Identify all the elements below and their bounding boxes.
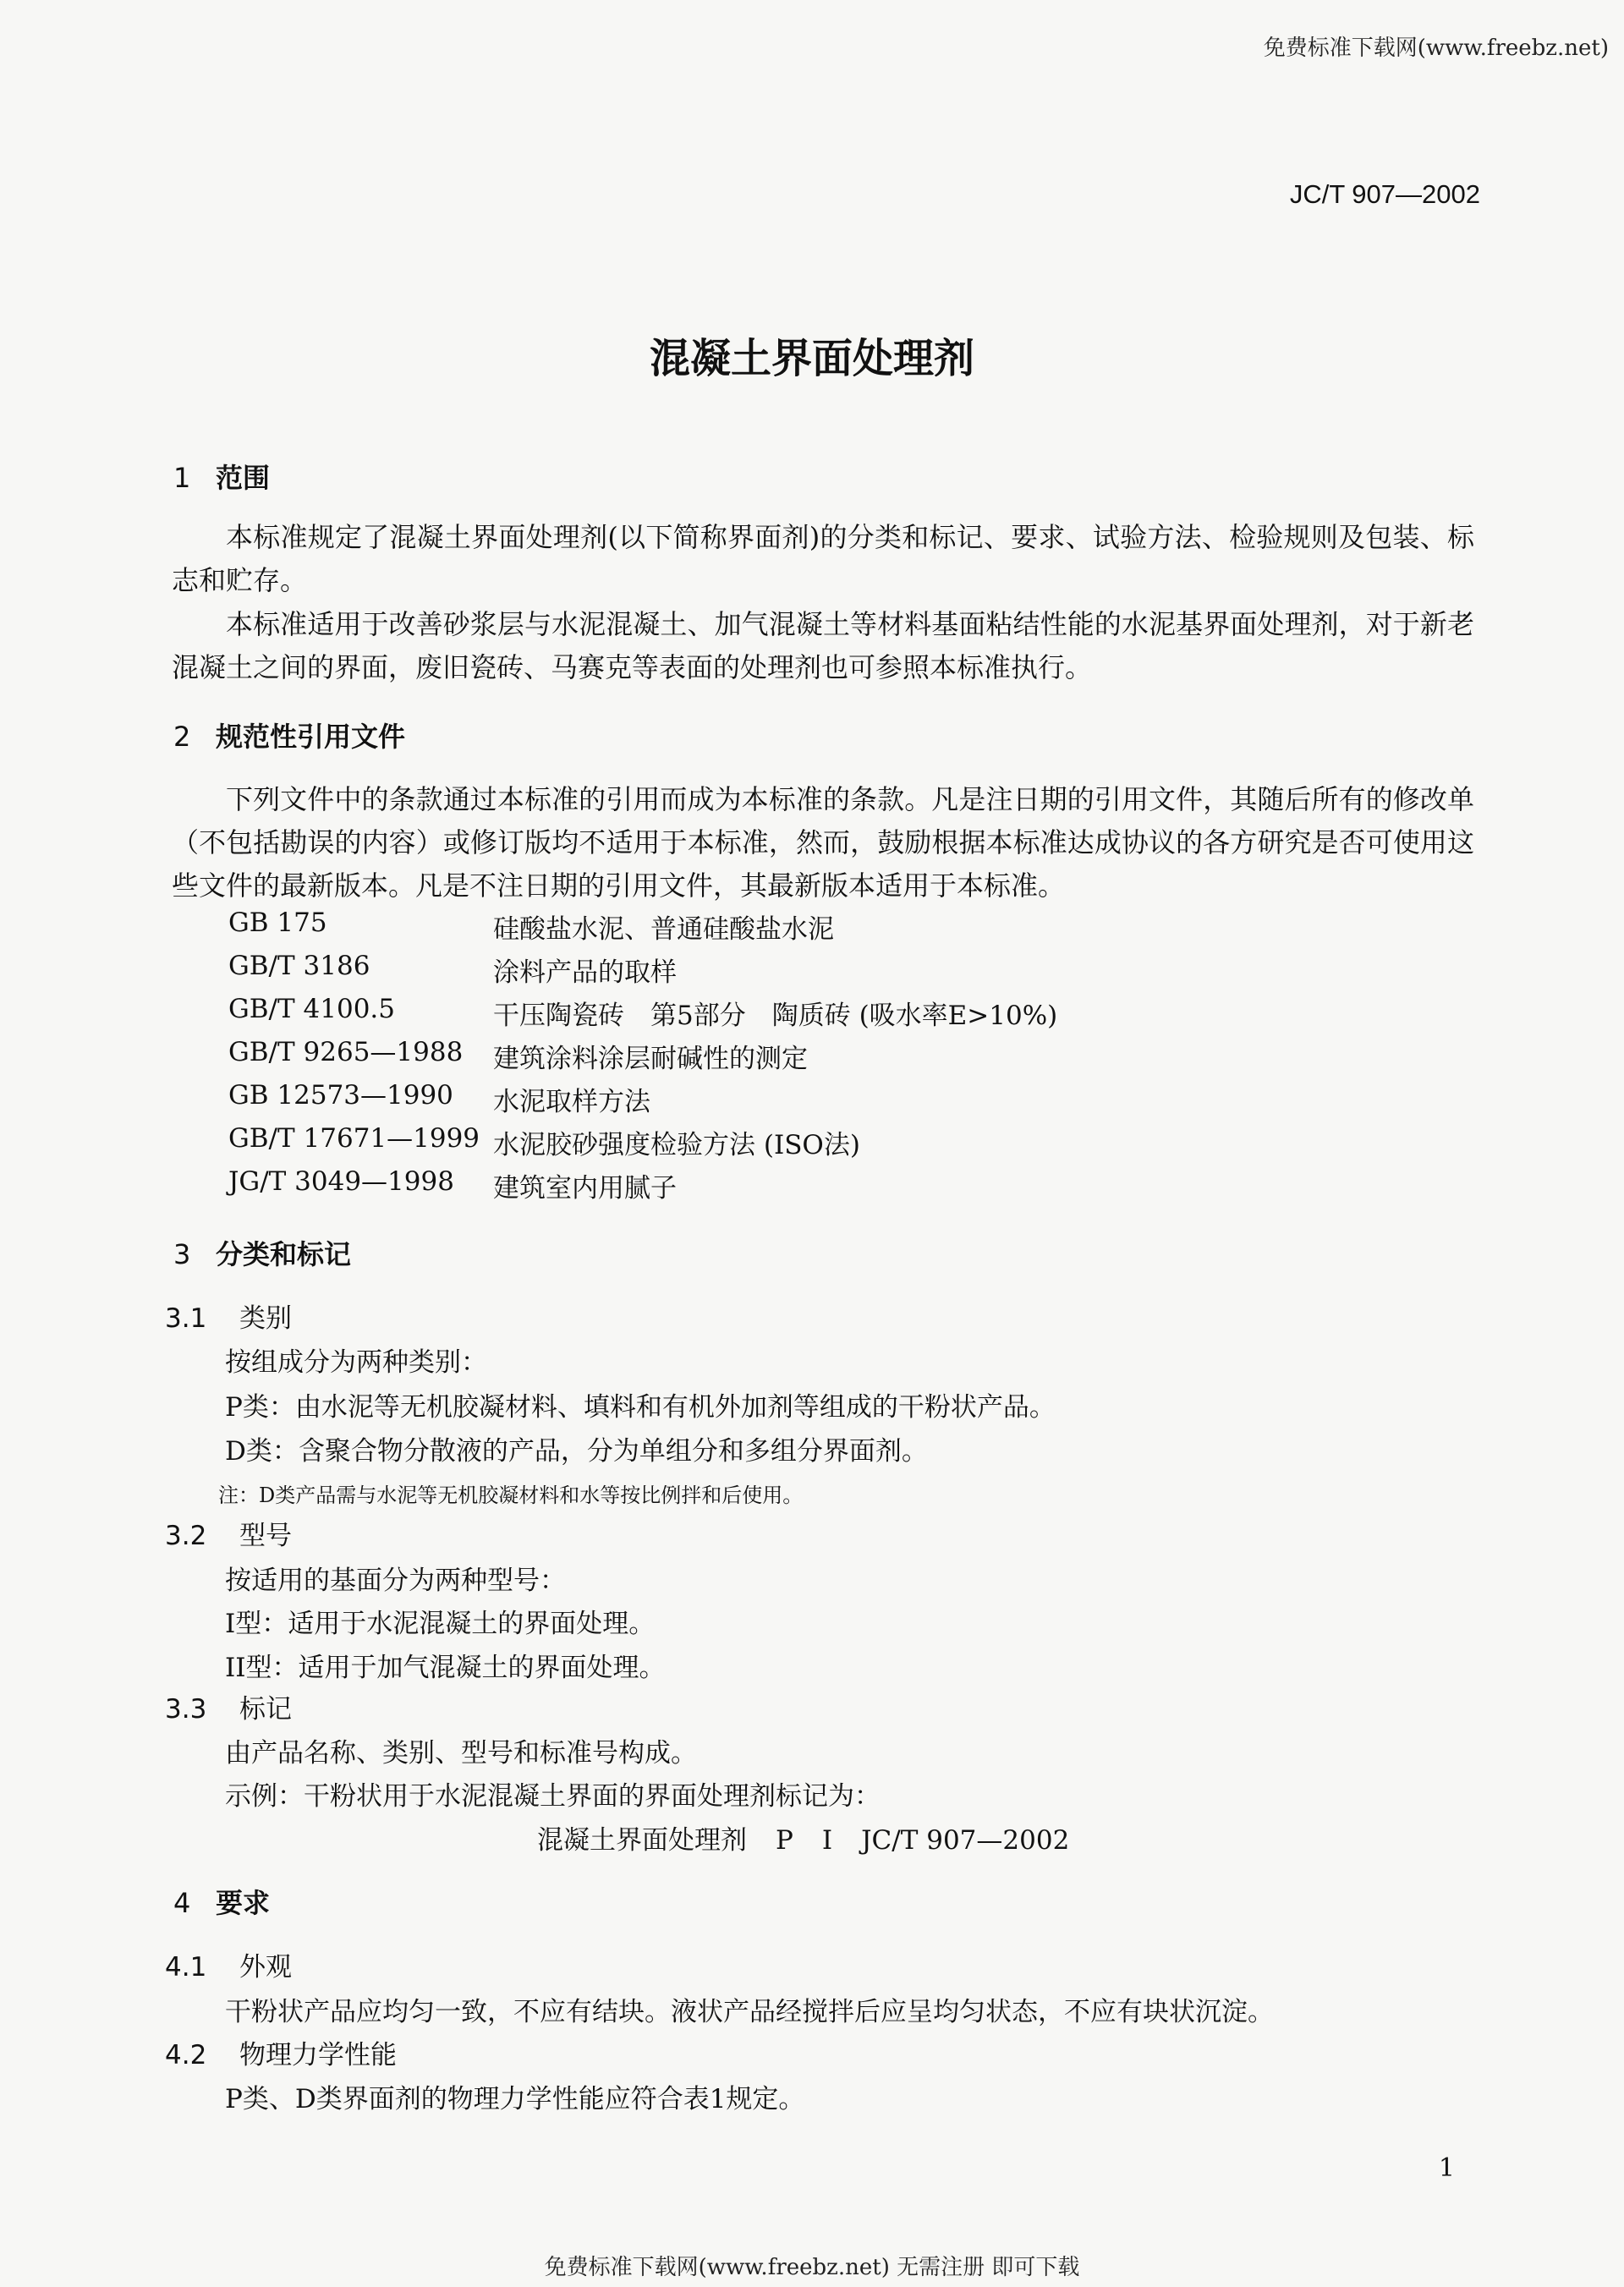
subsection-4-2-heading	[165, 2033, 397, 2071]
subsection-title: 物理力学性能	[239, 2040, 397, 2070]
subsection-number: 4.1	[165, 1952, 207, 1983]
reference-row	[0, 1166, 1624, 1204]
text-line: 由产品名称、类别、型号和标准号构成。	[225, 1738, 697, 1769]
subsection-title: 型号	[239, 1521, 292, 1551]
page-number: 1	[1438, 2153, 1455, 2183]
section-1-paragraph-1: 本标准规定了混凝土界面处理剂(以下简称界面剂)的分类和标记、要求、试验方法、检验规则及包装、标志和贮存。	[172, 521, 1474, 596]
example-product-name: 混凝土界面处理剂	[537, 1825, 747, 1856]
text-line: P类：由水泥等无机胶凝材料、填料和有机外加剂等组成的干粉状产品。	[225, 1392, 1056, 1423]
text-line: 干粉状产品应均匀一致，不应有结块。液状产品经搅拌后应呈均匀状态，不应有块状沉淀。	[225, 1997, 1274, 2027]
section-1-paragraph-2: 本标准适用于改善砂浆层与水泥混凝土、加气混凝土等材料基面粘结性能的水泥基界面处理剂，对于新老混凝土之间的界面，废旧瓷砖、马赛克等表面的处理剂也可参照本标准执行。	[172, 608, 1474, 683]
section-title: 要求	[216, 1887, 271, 1919]
section-title: 分类和标记	[216, 1238, 352, 1270]
reference-code: JG/T 3049—1998	[228, 1166, 454, 1197]
example-type: I	[821, 1825, 833, 1856]
subsection-number: 3.1	[165, 1303, 207, 1334]
reference-row	[0, 951, 1624, 988]
text-line: I型：适用于水泥混凝土的界面处理。	[225, 1609, 656, 1639]
standard-code: JC/T 907—2002	[1289, 179, 1480, 209]
reference-title: 硅酸盐水泥、普通硅酸盐水泥	[493, 914, 834, 945]
section-4-heading	[173, 1882, 270, 1921]
example-class: P	[776, 1825, 793, 1856]
section-2-heading	[173, 716, 405, 754]
text-line: 按组成分为两种类别：	[225, 1347, 487, 1378]
section-number: 2	[173, 721, 191, 753]
text-line: 按适用的基面分为两种型号：	[225, 1566, 566, 1596]
section-1-heading	[173, 457, 270, 496]
section-3-heading	[173, 1233, 351, 1272]
reference-code: GB/T 4100.5	[228, 994, 395, 1024]
watermark-top: 免费标准下载网(www.freebz.net)	[1263, 36, 1609, 61]
reference-code: GB 12573—1990	[228, 1080, 453, 1111]
section-title: 规范性引用文件	[216, 721, 406, 753]
subsection-3-2-heading	[165, 1514, 292, 1552]
watermark-bottom: 免费标准下载网(www.freebz.net) 无需注册 即可下载	[544, 2255, 1080, 2280]
subsection-title: 外观	[239, 1952, 292, 1983]
section-number: 3	[173, 1238, 191, 1270]
example-standard: JC/T 907—2002	[861, 1825, 1070, 1856]
reference-title: 水泥取样方法	[493, 1087, 650, 1117]
reference-row	[0, 1037, 1624, 1074]
subsection-title: 标记	[239, 1694, 292, 1725]
reference-row	[0, 994, 1624, 1031]
reference-row	[0, 1123, 1624, 1160]
text-line: 示例：干粉状用于水泥混凝土界面的界面处理剂标记为：	[225, 1781, 881, 1812]
subsection-title: 类别	[239, 1303, 292, 1334]
reference-code: GB/T 17671—1999	[228, 1123, 480, 1154]
subsection-number: 3.3	[165, 1694, 207, 1725]
reference-code: GB/T 3186	[228, 951, 370, 981]
reference-row	[0, 1080, 1624, 1117]
text-line: P类、D类界面剂的物理力学性能应符合表1规定。	[225, 2084, 805, 2114]
subsection-number: 4.2	[165, 2040, 207, 2070]
reference-row	[0, 908, 1624, 945]
note: 注：D类产品需与水泥等无机胶凝材料和水等按比例拌和后使用。	[218, 1484, 804, 1507]
marking-example	[537, 1818, 1098, 1856]
reference-title: 建筑室内用腻子	[493, 1173, 677, 1204]
section-number: 4	[173, 1887, 191, 1919]
reference-code: GB 175	[228, 908, 327, 938]
reference-title: 干压陶瓷砖 第5部分 陶质砖 (吸水率E>10%)	[493, 1001, 1058, 1031]
document-title: 混凝土界面处理剂	[649, 335, 974, 382]
text-line: II型：适用于加气混凝土的界面处理。	[225, 1653, 666, 1683]
section-2-paragraph-1: 下列文件中的条款通过本标准的引用而成为本标准的条款。凡是注日期的引用文件，其随后所有的修改单（不包括勘误的内容）或修订版均不适用于本标准，然而，鼓励根据本标准达成协议的各方研究是否可使用这些文件的最新版本。凡是不注日期的引用文件，其最新版本适用于本标准。	[172, 783, 1474, 902]
section-number: 1	[173, 462, 191, 494]
reference-code: GB/T 9265—1988	[228, 1037, 464, 1067]
subsection-3-3-heading	[165, 1687, 292, 1725]
subsection-4-1-heading	[165, 1945, 292, 1983]
section-title: 范围	[216, 462, 271, 494]
reference-title: 水泥胶砂强度检验方法 (ISO法)	[493, 1130, 860, 1160]
text-line: D类：含聚合物分散液的产品，分为单组分和多组分界面剂。	[225, 1436, 928, 1467]
subsection-number: 3.2	[165, 1521, 207, 1551]
reference-title: 涂料产品的取样	[493, 957, 677, 988]
reference-title: 建筑涂料涂层耐碱性的测定	[493, 1044, 808, 1074]
subsection-3-1-heading	[165, 1297, 292, 1335]
